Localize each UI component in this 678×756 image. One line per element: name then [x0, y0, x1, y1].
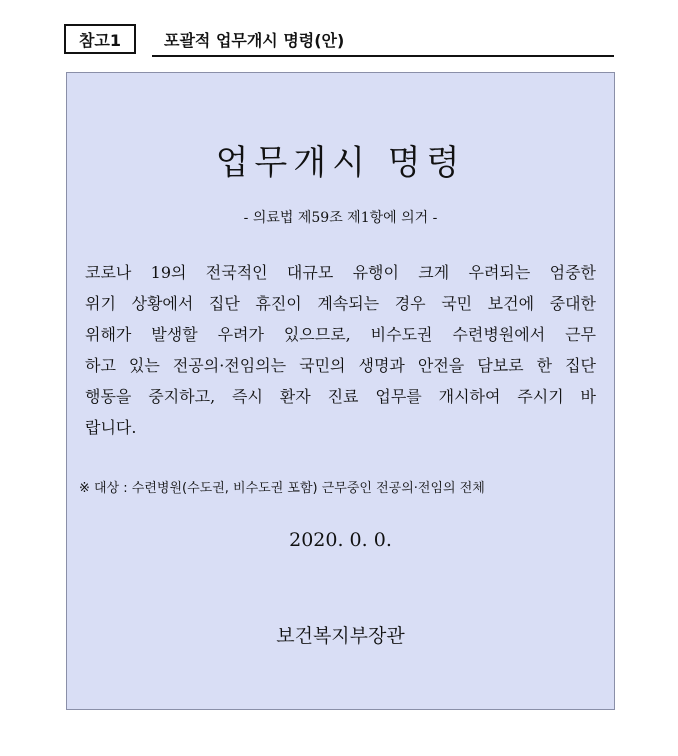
body-line: 랍니다.	[85, 418, 137, 437]
header-underline	[152, 55, 614, 57]
body-line: 위기 상황에서 집단 휴진이 계속되는 경우 국민 보건에 중대한	[85, 294, 596, 313]
order-title: 업무개시 명령	[215, 143, 466, 183]
target-note: ※ 대상 : 수련병원(수도권, 비수도권 포함) 근무중인 전공의·전임의 전체	[79, 481, 485, 496]
issuer-signature: 보건복지부장관	[276, 625, 405, 647]
body-line: 하고 있는 전공의·전임의는 국민의 생명과 안전을 담보로 한 집단	[85, 356, 596, 375]
order-panel	[66, 72, 615, 710]
issue-date: 2020. 0. 0.	[289, 529, 392, 551]
reference-tag: 참고1	[64, 24, 136, 54]
header-title: 포괄적 업무개시 명령(안)	[164, 31, 345, 50]
body-line: 위해가 발생할 우려가 있으므로, 비수도권 수련병원에서 근무	[85, 325, 596, 344]
body-line: 코로나 19의 전국적인 대규모 유행이 크게 우려되는 엄중한	[85, 263, 596, 282]
document-header	[64, 24, 614, 58]
body-line: 행동을 중지하고, 즉시 환자 진료 업무를 개시하여 주시기 바	[85, 387, 596, 406]
order-body	[85, 257, 596, 443]
legal-basis: - 의료법 제59조 제1항에 의거 -	[243, 210, 438, 226]
